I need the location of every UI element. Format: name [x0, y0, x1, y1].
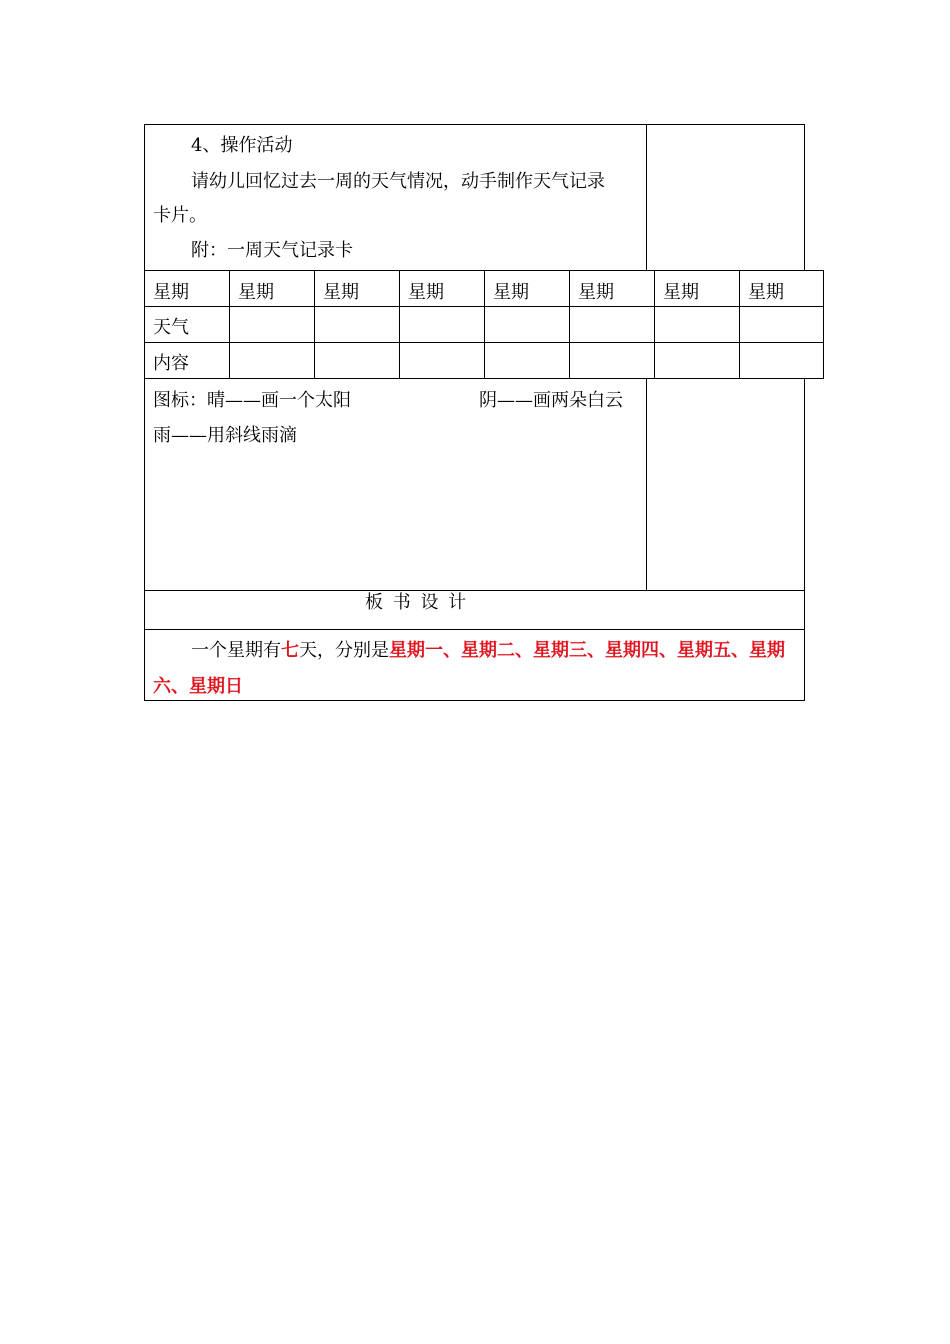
card-col-line-right — [823, 270, 824, 379]
side-column-divider-upper — [646, 124, 647, 271]
card-row-label-content: 内容 — [153, 353, 189, 374]
card-header-cell: 星期 — [153, 282, 189, 303]
activity-instruction-line1: 请幼儿回忆过去一周的天气情况，动手制作天气记录 — [191, 171, 605, 192]
card-col-line — [399, 270, 400, 379]
card-row-label-weather: 天气 — [153, 317, 189, 338]
activity-heading: 4、操作活动 — [191, 135, 293, 156]
card-header-cell: 星期 — [408, 282, 444, 303]
board-text-seven: 七 — [281, 640, 299, 661]
card-col-line — [314, 270, 315, 379]
card-col-line — [484, 270, 485, 379]
table-border-left — [144, 124, 145, 701]
card-header-cell: 星期 — [323, 282, 359, 303]
board-content-line1 — [191, 640, 785, 662]
table-border-bottom — [144, 700, 805, 701]
board-title: 板 书 设 计 — [365, 592, 469, 613]
activity-attachment: 附：一周天气记录卡 — [191, 240, 353, 261]
board-text-listing: 天，分别是 — [299, 640, 389, 661]
board-text-weekdays: 星期一、星期二、星期三、星期四、星期五、星期 — [389, 640, 785, 661]
activity-instruction-line2: 卡片。 — [153, 205, 207, 226]
card-header-cell: 星期 — [748, 282, 784, 303]
legend-rainy: 雨——用斜线雨滴 — [153, 425, 297, 446]
card-header-cell: 星期 — [238, 282, 274, 303]
card-col-line — [229, 270, 230, 379]
side-column-divider-lower — [646, 378, 647, 591]
board-content-line2: 六、星期日 — [153, 676, 243, 697]
card-col-line — [654, 270, 655, 379]
card-col-line — [569, 270, 570, 379]
card-header-cell: 星期 — [663, 282, 699, 303]
card-col-line — [739, 270, 740, 379]
table-border-right-upper — [804, 124, 805, 271]
card-header-cell: 星期 — [578, 282, 614, 303]
board-section-separator — [144, 590, 805, 591]
board-text-intro: 一个星期有 — [191, 640, 281, 661]
table-border-right-lower — [804, 378, 805, 701]
legend-sunny: 图标：晴——画一个太阳 — [153, 390, 351, 411]
table-border-top — [144, 124, 805, 125]
legend-cloudy: 阴——画两朵白云 — [479, 390, 623, 411]
card-header-cell: 星期 — [493, 282, 529, 303]
board-title-separator — [144, 629, 805, 630]
